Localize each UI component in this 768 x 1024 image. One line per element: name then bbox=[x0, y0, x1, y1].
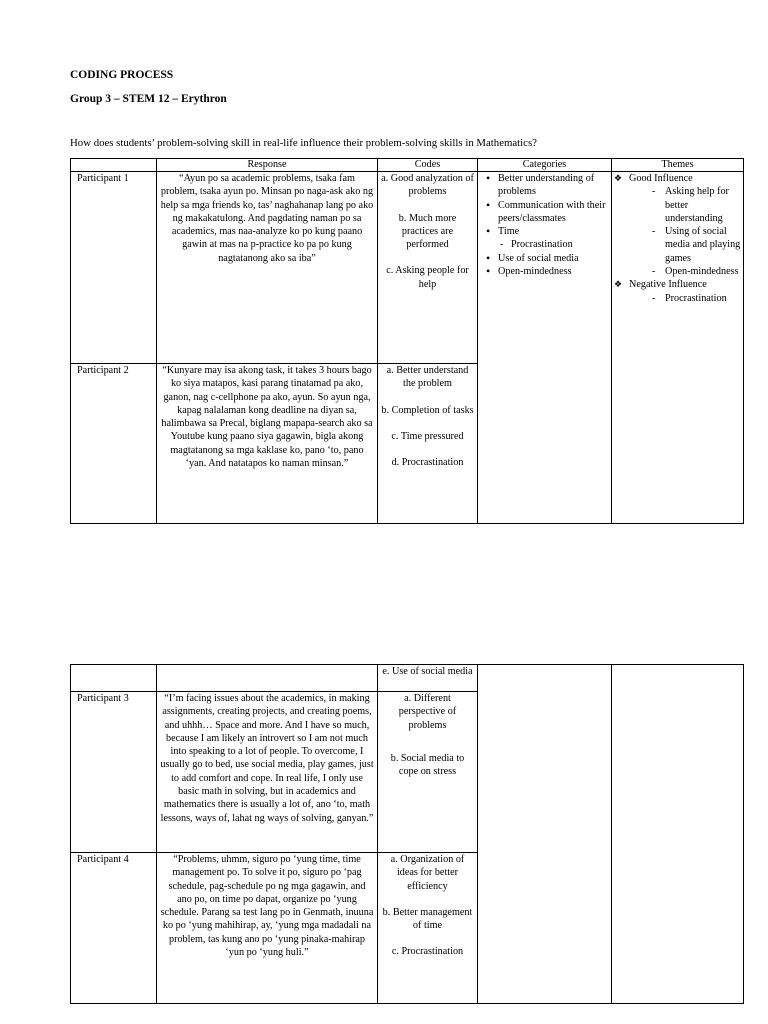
categories-list bbox=[478, 172, 611, 278]
research-question: How does students’ problem-solving skill in real-life influence their problem-solving skills in Mathematics? bbox=[70, 137, 537, 149]
header-codes: Codes bbox=[378, 159, 478, 172]
categories-cell-continued bbox=[478, 665, 612, 1004]
themes-list bbox=[612, 172, 743, 305]
code-item: d. Procrastination bbox=[391, 457, 464, 469]
themes-cell bbox=[612, 172, 744, 524]
participant-1-response: “Ayun po sa academic problems, tsaka fam problem, tsaka ayun po. Minsan po naga-ask ako ng help sa mga friends ko, tas’ naghahanap lang po ako ng makakatulong. And pagdating naman po sa academics, mas naa-analyze ko po kung paano gawin at mas na p-practice ko pa po kung nagtatanong ako sa iba” bbox=[157, 172, 378, 364]
participant-2-label: Participant 2 bbox=[71, 364, 157, 524]
header-response: Response bbox=[157, 159, 378, 172]
continued-code: e. Use of social media bbox=[378, 665, 478, 692]
category-item: • Open-mindedness bbox=[478, 265, 611, 278]
code-item: b. Completion of tasks bbox=[381, 404, 474, 416]
participant-3-response: “I’m facing issues about the academics, in making assignments, creating projects, and creating poems, and uhhh… Space and more. And I have so much, because I am likely an introvert so I am not much into speaking to a lot of people. To overcome, I usually go to bed, use social media, play games, just to add comfort and cope. In real life, I only use basic math in solving, but in academics and mathematics there is usually a lot of, ano ‘to, math lessons, ways of, lahat ng ways of solving, ganyan.” bbox=[157, 692, 378, 853]
category-item: • Better understanding of problems bbox=[478, 172, 611, 199]
code-item: a. Different perspective of problems bbox=[398, 693, 457, 731]
category-item: • Use of social media bbox=[478, 252, 611, 265]
coding-table-page2 bbox=[70, 664, 744, 1004]
participant-2-response: “Kunyare may isa akong task, it takes 3 hours bago ko siya matapos, kasi parang tinatamad pa ako, ganon, nag c-cellphone pa ako, ayun. So ayun nga, kapag nalalaman kong deadline na diyan sa, halimbawa sa Precal, biglang mapapa-search ako sa Youtube kung paano siya gagawin, bigla akong magtatanong sa mga kaklase ko, pano ‘to, pano ‘yan. And natatapos ko naman minsan.” bbox=[157, 364, 378, 524]
header-themes: Themes bbox=[612, 159, 744, 172]
header-categories: Categories bbox=[478, 159, 612, 172]
code-item: b. Social media to cope on stress bbox=[390, 752, 465, 778]
participant-4-codes bbox=[378, 853, 478, 1004]
participant-2-codes bbox=[378, 364, 478, 524]
category-item: • Communication with their peers/classmates bbox=[478, 199, 611, 226]
continuation-blank bbox=[157, 665, 378, 692]
category-item: • Time bbox=[478, 225, 611, 238]
theme-item: ❖ Good Influence bbox=[612, 172, 743, 185]
themes-cell-continued bbox=[612, 665, 744, 1004]
continuation-blank bbox=[71, 665, 157, 692]
theme-item: ❖ Negative Influence bbox=[612, 278, 743, 291]
participant-1-label: Participant 1 bbox=[71, 172, 157, 364]
participant-1-codes bbox=[378, 172, 478, 364]
document-title: CODING PROCESS bbox=[70, 69, 174, 81]
theme-subitem: - Open-mindedness bbox=[612, 265, 743, 278]
theme-subitem: - Procrastination bbox=[612, 292, 743, 305]
categories-cell bbox=[478, 172, 612, 524]
participant-4-label: Participant 4 bbox=[71, 853, 157, 1004]
header-blank bbox=[71, 159, 157, 172]
participant-3-codes bbox=[378, 692, 478, 853]
code-item: c. Time pressured bbox=[391, 430, 464, 442]
code-item: a. Good analyzation of problems bbox=[381, 173, 474, 198]
participant-4-response: “Problems, uhmm, siguro po ‘yung time, time management po. To solve it po, siguro po ‘pag schedule, pag-schedule po ng mga gagawin, and ano po, on time po dapat, organize po ‘yung schedule. Parang sa test lang po in Genmath, inuuna ko po ‘yung mahihirap, ay, ‘yung mga madadali na problem, tas kung ano po ‘yung pinaka-mahirap ‘yun po ‘yung huli.” bbox=[157, 853, 378, 1004]
code-item: c. Asking people for help bbox=[386, 265, 469, 290]
theme-subitem: - Asking help for better understanding bbox=[612, 185, 743, 225]
participant-3-label: Participant 3 bbox=[71, 692, 157, 853]
code-item: a. Better understand the problem bbox=[386, 365, 469, 390]
code-item: c. Procrastination bbox=[391, 946, 464, 958]
group-label: Group 3 – STEM 12 – Erythron bbox=[70, 93, 227, 105]
coding-table-page1 bbox=[70, 158, 744, 524]
category-subitem: - Procrastination bbox=[478, 238, 611, 251]
code-item: b. Better management of time bbox=[382, 906, 473, 932]
theme-subitem: - Using of social media and playing games bbox=[612, 225, 743, 265]
code-item: b. Much more practices are performed bbox=[398, 212, 457, 251]
code-item: a. Organization of ideas for better efficiency bbox=[390, 854, 465, 892]
